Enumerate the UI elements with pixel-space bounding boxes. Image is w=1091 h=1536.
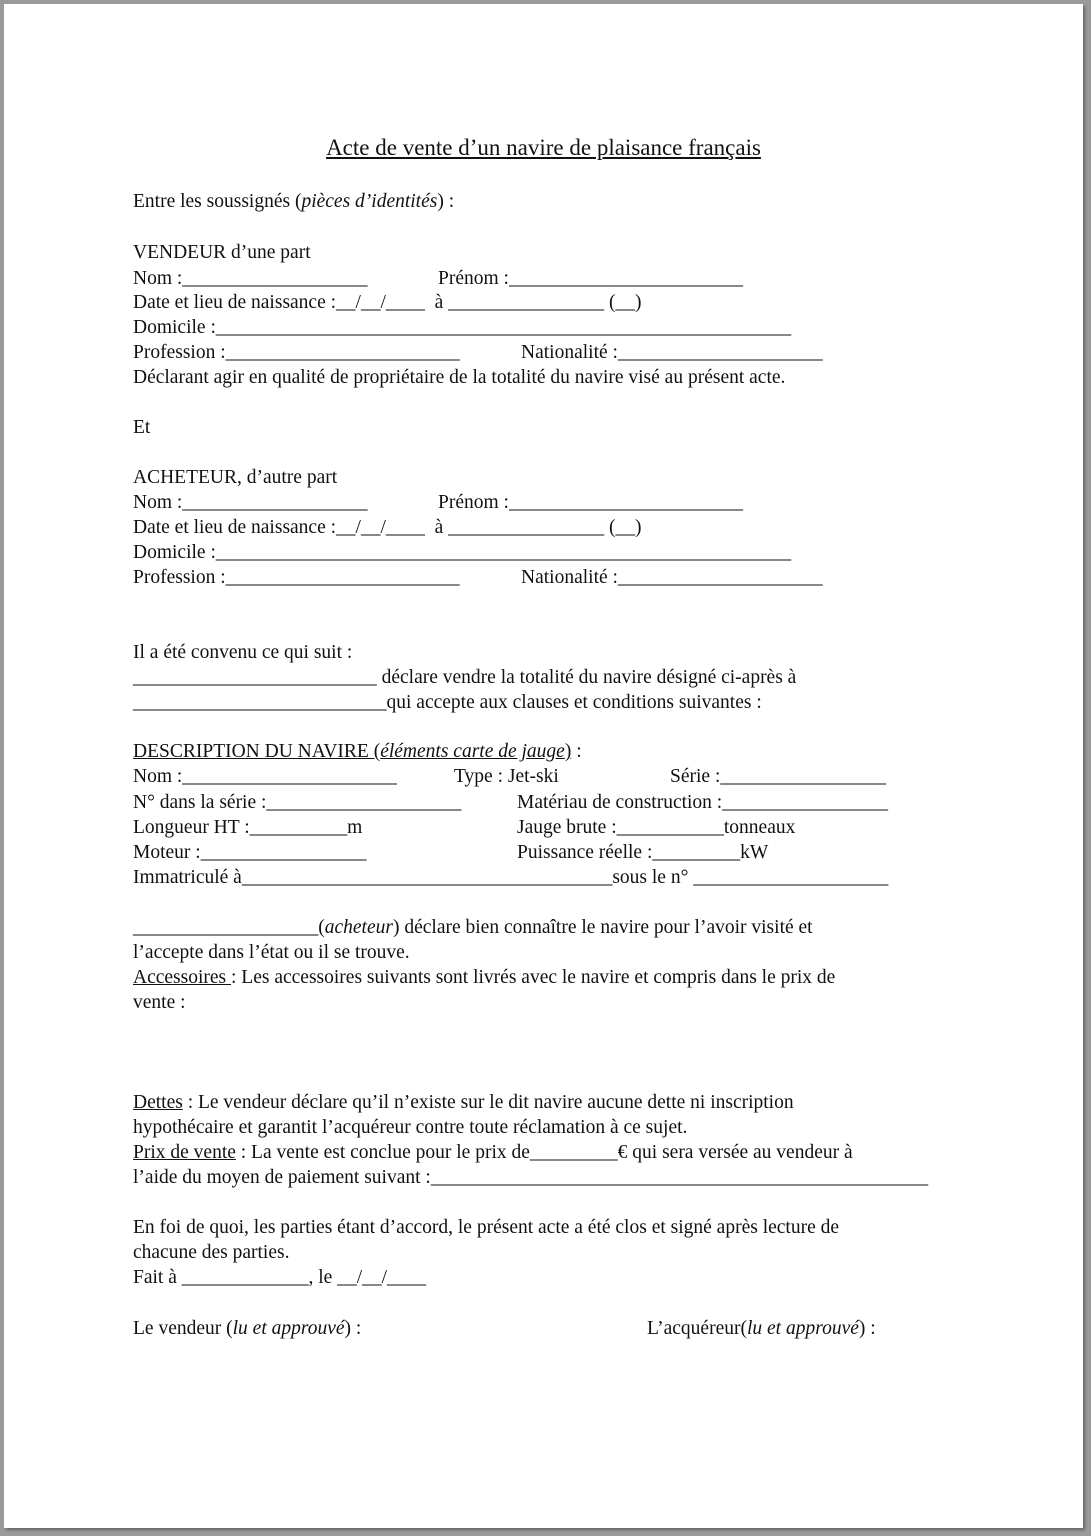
acheteur-nationalite-field[interactable]: Nationalité :_____________________ [521,567,823,588]
description-heading [133,740,582,764]
dettes-label: Dettes [133,1092,183,1113]
acheteur-connait-rest: ) déclare bien connaître le navire pour l’avoir visité et [392,917,813,938]
prix-label: Prix de vente [133,1142,236,1163]
navire-longueur-field[interactable]: Longueur HT :__________m [133,817,363,838]
vendeur-naissance-field[interactable]: Date et lieu de naissance :__/__/____ à ________________ (__) [133,292,642,313]
convenu-line2[interactable]: _________________________ déclare vendre la totalité du navire désigné ci-après à [133,667,797,688]
signature-acquereur-prefix: L’acquéreur( [647,1318,747,1339]
acheteur-profession-field[interactable]: Profession :________________________ [133,567,460,588]
description-heading-underlined [133,741,571,762]
acheteur-connait-line1[interactable] [133,916,813,940]
dettes-text: : Le vendeur déclare qu’il n’existe sur le dit navire aucune dette ni inscription [182,1092,794,1113]
signature-vendeur-suffix: ) : [344,1318,362,1339]
signature-vendeur-em: lu et approuvé [232,1318,345,1339]
prix-line2[interactable]: l’aide du moyen de paiement suivant :___________________________________________________ [133,1167,929,1188]
dettes-line1 [133,1091,794,1115]
acheteur-heading: ACHETEUR, d’autre part [133,467,338,488]
description-heading-colon: : [571,741,582,762]
convenu-line1: Il a été convenu ce qui suit : [133,642,353,663]
fait-field[interactable]: Fait à _____________, le __/__/____ [133,1267,427,1288]
signature-acquereur[interactable] [647,1317,876,1341]
et-text: Et [133,417,151,438]
vendeur-heading: VENDEUR d’une part [133,242,311,263]
vendeur-nationalite-field[interactable]: Nationalité :_____________________ [521,342,823,363]
accessoires-label: Accessoires [133,967,232,988]
accessoires-line1 [133,966,835,990]
accessoires-text: : Les accessoires suivants sont livrés avec le navire et compris dans le prix de [231,967,836,988]
prix-line1[interactable] [133,1141,853,1165]
signature-vendeur[interactable] [133,1317,361,1341]
vendeur-declarant-text: Déclarant agir en qualité de propriétaire de la totalité du navire visé au présent acte. [133,367,786,388]
signature-acquereur-suffix: ) : [858,1318,876,1339]
navire-nom-field[interactable]: Nom :______________________ [133,766,397,787]
navire-serie-field[interactable]: Série :_________________ [670,766,887,787]
signature-acquereur-em: lu et approuvé [746,1318,859,1339]
accessoires-line2: vente : [133,992,186,1013]
signature-vendeur-prefix: Le vendeur ( [133,1318,233,1339]
navire-materiau-field[interactable]: Matériau de construction :_________________ [517,792,888,813]
description-heading-em: éléments carte de jauge [380,741,565,762]
navire-puissance-field[interactable]: Puissance réelle :_________kW [517,842,769,863]
intro-line [133,190,454,214]
vendeur-prenom-field[interactable]: Prénom :________________________ [438,268,743,289]
intro-prefix: Entre les soussignés ( [133,191,302,212]
convenu-line3[interactable]: __________________________qui accepte aux clauses et conditions suivantes : [133,692,762,713]
vendeur-nom-field[interactable]: Nom :___________________ [133,268,368,289]
acheteur-connait-em: acheteur [324,917,393,938]
vendeur-profession-field[interactable]: Profession :________________________ [133,342,460,363]
foi-line1: En foi de quoi, les parties étant d’accord, le présent acte a été clos et signé après lecture de [133,1217,840,1238]
acheteur-connait-blank[interactable]: ___________________( [133,917,325,938]
acheteur-domicile-field[interactable]: Domicile :___________________________________________________________ [133,542,792,563]
navire-type-text: Type : Jet-ski [454,766,559,787]
intro-em: pièces d’identités [301,191,438,212]
navire-moteur-field[interactable]: Moteur :_________________ [133,842,367,863]
acheteur-naissance-field[interactable]: Date et lieu de naissance :__/__/____ à ________________ (__) [133,517,642,538]
foi-line2: chacune des parties. [133,1242,290,1263]
navire-no-serie-field[interactable]: N° dans la série :____________________ [133,792,462,813]
document-page [4,4,1083,1528]
dettes-line2: hypothécaire et garantit l’acquéreur contre toute réclamation à ce sujet. [133,1117,688,1138]
acheteur-prenom-field[interactable]: Prénom :________________________ [438,492,743,513]
description-heading-prefix: DESCRIPTION DU NAVIRE ( [133,741,381,762]
prix-text[interactable]: : La vente est conclue pour le prix de_________€ qui sera versée au vendeur à [235,1142,853,1163]
navire-immatricule-field[interactable]: Immatriculé à______________________________________sous le n° ____________________ [133,867,889,888]
intro-suffix: ) : [437,191,455,212]
description-heading-suffix: ) [564,741,572,762]
acheteur-nom-field[interactable]: Nom :___________________ [133,492,368,513]
vendeur-domicile-field[interactable]: Domicile :___________________________________________________________ [133,317,792,338]
document-title: Acte de vente d’un navire de plaisance français [326,135,761,160]
navire-jauge-field[interactable]: Jauge brute :___________tonneaux [517,817,796,838]
acheteur-connait-line2: l’accepte dans l’état ou il se trouve. [133,942,410,963]
